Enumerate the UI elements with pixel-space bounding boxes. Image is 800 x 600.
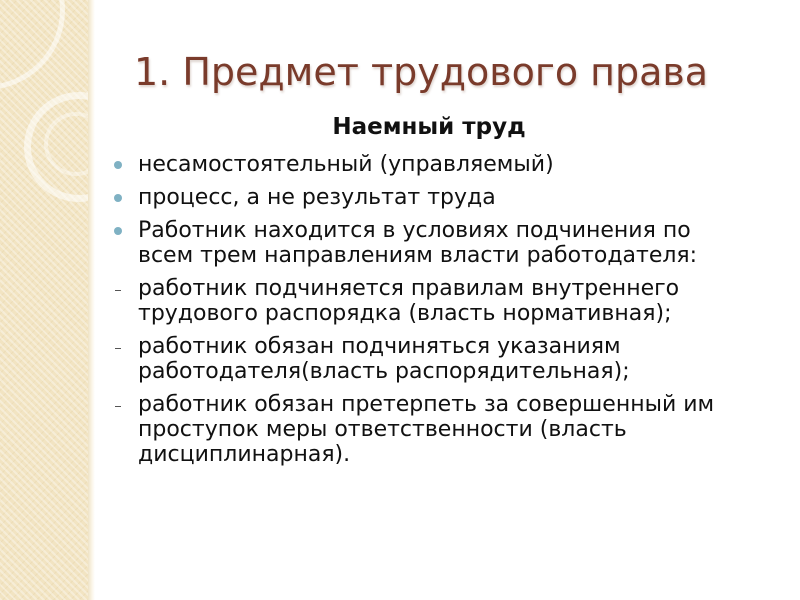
list-item-text: работник обязан подчиняться указаниям работодателя(власть распорядительная);	[138, 334, 630, 384]
list-item	[112, 276, 752, 326]
list-item	[112, 392, 752, 467]
list-item	[112, 218, 752, 268]
bullet-icon	[114, 227, 122, 235]
list-item	[112, 334, 752, 384]
dash-icon	[115, 348, 121, 350]
list-item-text: работник обязан претерпеть за совершенный им проступок меры ответственности (власть дисциплинарная).	[138, 392, 715, 467]
list-item-text: несамостоятельный (управляемый)	[138, 152, 554, 177]
slide-subheading: Наемный труд	[332, 114, 526, 140]
decorative-side-band	[0, 0, 88, 600]
list-item	[112, 152, 752, 177]
list-item-text: работник подчиняется правилам внутреннего трудового распорядка (власть нормативная);	[138, 276, 680, 326]
bullet-icon	[114, 194, 122, 202]
list-item	[112, 185, 752, 210]
dash-icon	[115, 290, 121, 292]
list-item-text: процесс, а не результат труда	[138, 185, 496, 210]
list-item-text: Работник находится в условиях подчинения по всем трем направлениям власти работодателя:	[138, 218, 698, 268]
side-band-edge	[88, 0, 95, 600]
slide-title: 1. Предмет трудового права	[134, 50, 709, 94]
decorative-ring	[0, 0, 65, 90]
bullet-icon	[114, 161, 122, 169]
content-list	[112, 152, 752, 475]
dash-icon	[115, 406, 121, 408]
